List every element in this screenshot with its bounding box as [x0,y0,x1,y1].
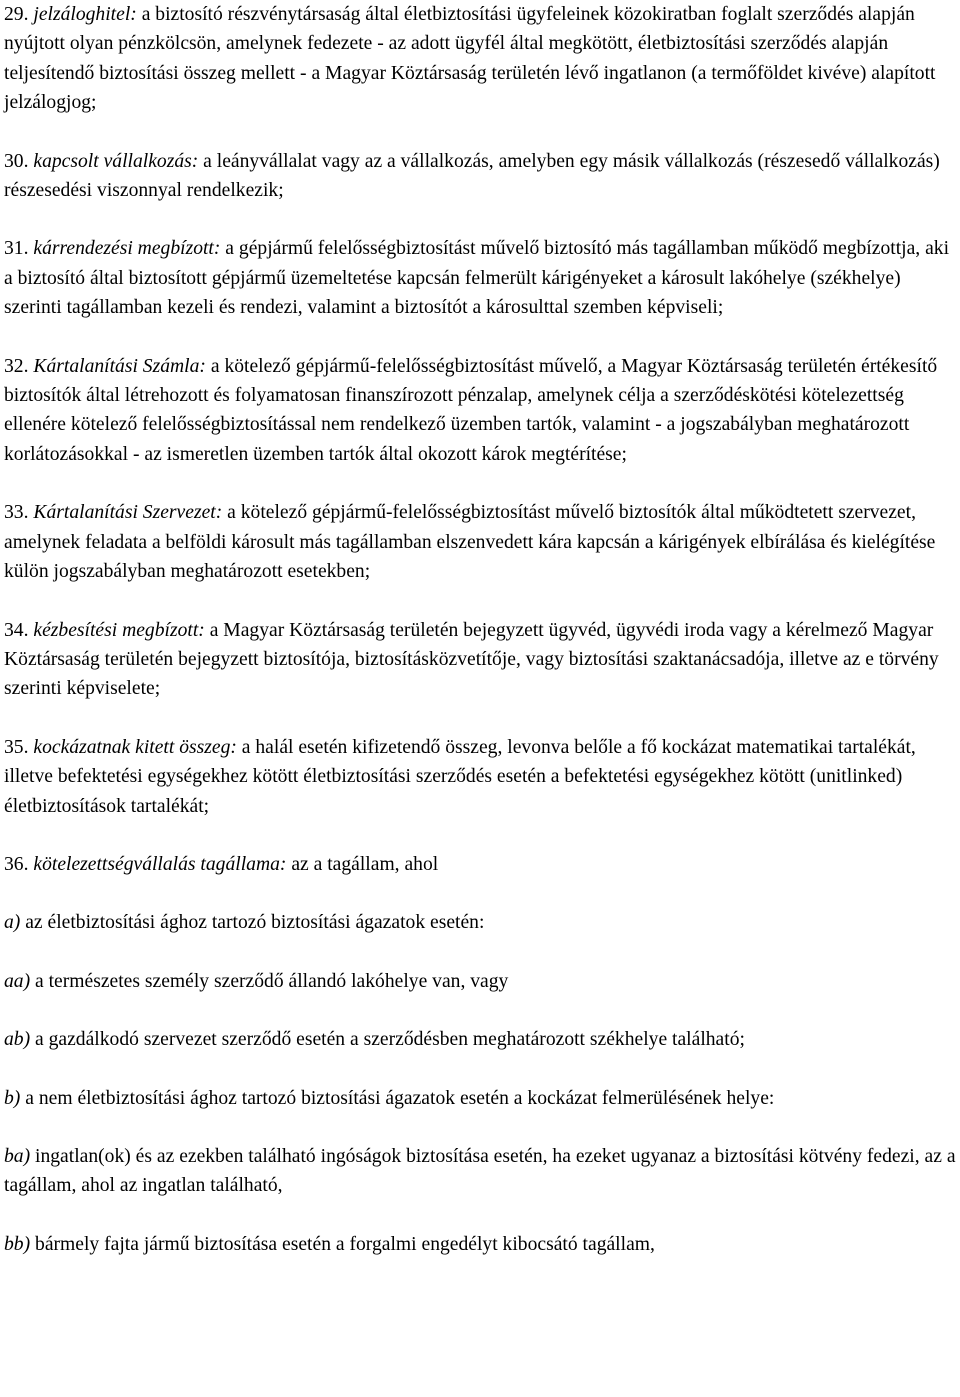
definition-30 [4,147,956,206]
item-number: 32. [4,355,34,377]
definition-text: a gépjármű felelősségbiztosítást művelő biztosító más tagállamban működő megbízottja, aki a biztosító által biztosított gépjármű üzemeltetése kapcsán felmerült kárigényeket a károsult lakóhelye (székhelye) szerinti tagállamban kezeli és rendezi, valamint a biztosítót a károsulttal szemben képviseli; [4,238,950,319]
definition-text: a kötelező gépjármű-felelősségbiztosítást művelő biztosítók által működtetett szervezet, amelynek feladata a belföldi károsult más tagállamban elszenvedett kára kapcsán a kárigények elbírálása és kielégítése külön jogszabályban meghatározott esetekben; [4,502,936,583]
subpoint-ba [4,1142,956,1201]
item-number: 31. [4,238,34,260]
paragraph-gap [4,205,956,234]
definition-31 [4,234,956,322]
subpoint-bb [4,1230,956,1259]
paragraph-gap [4,1055,956,1084]
paragraph-gap [4,704,956,733]
subpoint-aa [4,967,956,996]
defined-term: Kártalanítási Számla: [33,355,206,377]
defined-term: Kártalanítási Szervezet: [33,502,223,524]
definition-35 [4,733,956,821]
subpoint-marker: aa) [4,970,31,992]
definition-29 [4,0,956,118]
definition-text: az a tagállam, ahol [286,853,439,875]
subpoint-text: bármely fajta jármű biztosítása esetén a forgalmi engedélyt kibocsátó tagállam, [30,1233,655,1255]
paragraph-gap [4,996,956,1025]
defined-term: kötelezettségvállalás tagállama: [33,853,287,875]
subpoint-a [4,908,956,937]
subpoint-text: a természetes személy szerződő állandó lakóhelye van, vagy [30,970,509,992]
subpoint-marker: bb) [4,1233,31,1255]
defined-term: kárrendezési megbízott: [33,238,221,260]
subpoint-text: az életbiztosítási ághoz tartozó biztosítási ágazatok esetén: [20,912,485,934]
document-page [4,0,956,1259]
subpoint-b [4,1084,956,1113]
paragraph-gap [4,879,956,908]
item-number: 33. [4,502,34,524]
definition-text: a halál esetén kifizetendő összeg, levonva belőle a fő kockázat matematikai tartalékát, illetve befektetési egységekhez kötött életbiztosítási szerződés esetén a befektetési egységekhez kötött (unitlinked) életbiztosítások tartalékát; [4,736,916,817]
defined-term: kapcsolt vállalkozás: [33,150,199,172]
subpoint-ab [4,1025,956,1054]
item-number: 29. [4,4,34,25]
paragraph-gap [4,1201,956,1230]
definition-text: a Magyar Köztársaság területén bejegyzett ügyvéd, ügyvédi iroda vagy a kérelmező Magyar Köztársaság területén bejegyzett biztosítója, biztosításközvetítője, vagy biztosítási szaktanácsadója, illetve az e törvény szerinti képviselete; [4,619,939,700]
paragraph-gap [4,821,956,850]
item-number: 34. [4,619,34,641]
definition-text: a leányvállalat vagy az a vállalkozás, amelyben egy másik vállalkozás (részesedő vállalkozás) részesedési viszonnyal rendelkezik; [4,150,940,202]
definition-34 [4,616,956,704]
subpoint-marker: a) [4,912,21,934]
item-number: 36. [4,853,34,875]
paragraph-gap [4,938,956,967]
definition-36 [4,850,956,879]
paragraph-gap [4,323,956,352]
definition-text: a kötelező gépjármű-felelősségbiztosítást művelő, a Magyar Köztársaság területén értékesítő biztosítók által létrehozott és folyamatosan finanszírozott pénzalap, amelynek célja a szerződéskötési kötelezettség ellenére kötelező felelősségbiztosítással nem rendelkező üzemben tartók, valamint - a jogszabályban meghatározott korlátozásokkal - az ismeretlen üzemben tartók által okozott károk megtérítése; [4,355,938,465]
subpoint-marker: ba) [4,1145,31,1167]
definition-32 [4,352,956,470]
paragraph-gap [4,469,956,498]
defined-term: jelzáloghitel: [33,4,137,25]
item-number: 30. [4,150,34,172]
paragraph-gap [4,587,956,616]
subpoint-text: ingatlan(ok) és az ezekben található ingóságok biztosítása esetén, ha ezeket ugyanaz a biztosítási kötvény fedezi, az a tagállam, ahol az ingatlan található, [4,1145,956,1197]
subpoint-marker: b) [4,1087,21,1109]
definition-text: a biztosító részvénytársaság által életbiztosítási ügyfeleinek közokiratban foglalt szerződés alapján nyújtott olyan pénzkölcsön, amelynek fedezete - az adott ügyfél által megkötött, életbiztosítási szerződés alapján teljesítendő biztosítási összeg mellett - a Magyar Köztársaság területén lévő ingatlanon (a termőföldet kivéve) alapított jelzálogjog; [4,4,936,114]
subpoint-marker: ab) [4,1029,31,1051]
paragraph-gap [4,118,956,147]
paragraph-gap [4,1113,956,1142]
defined-term: kockázatnak kitett összeg: [33,736,237,758]
defined-term: kézbesítési megbízott: [33,619,205,641]
subpoint-text: a gazdálkodó szervezet szerződő esetén a szerződésben meghatározott székhelye található; [30,1029,745,1051]
item-number: 35. [4,736,34,758]
definition-33 [4,498,956,586]
subpoint-text: a nem életbiztosítási ághoz tartozó biztosítási ágazatok esetén a kockázat felmerülésének helye: [20,1087,775,1109]
